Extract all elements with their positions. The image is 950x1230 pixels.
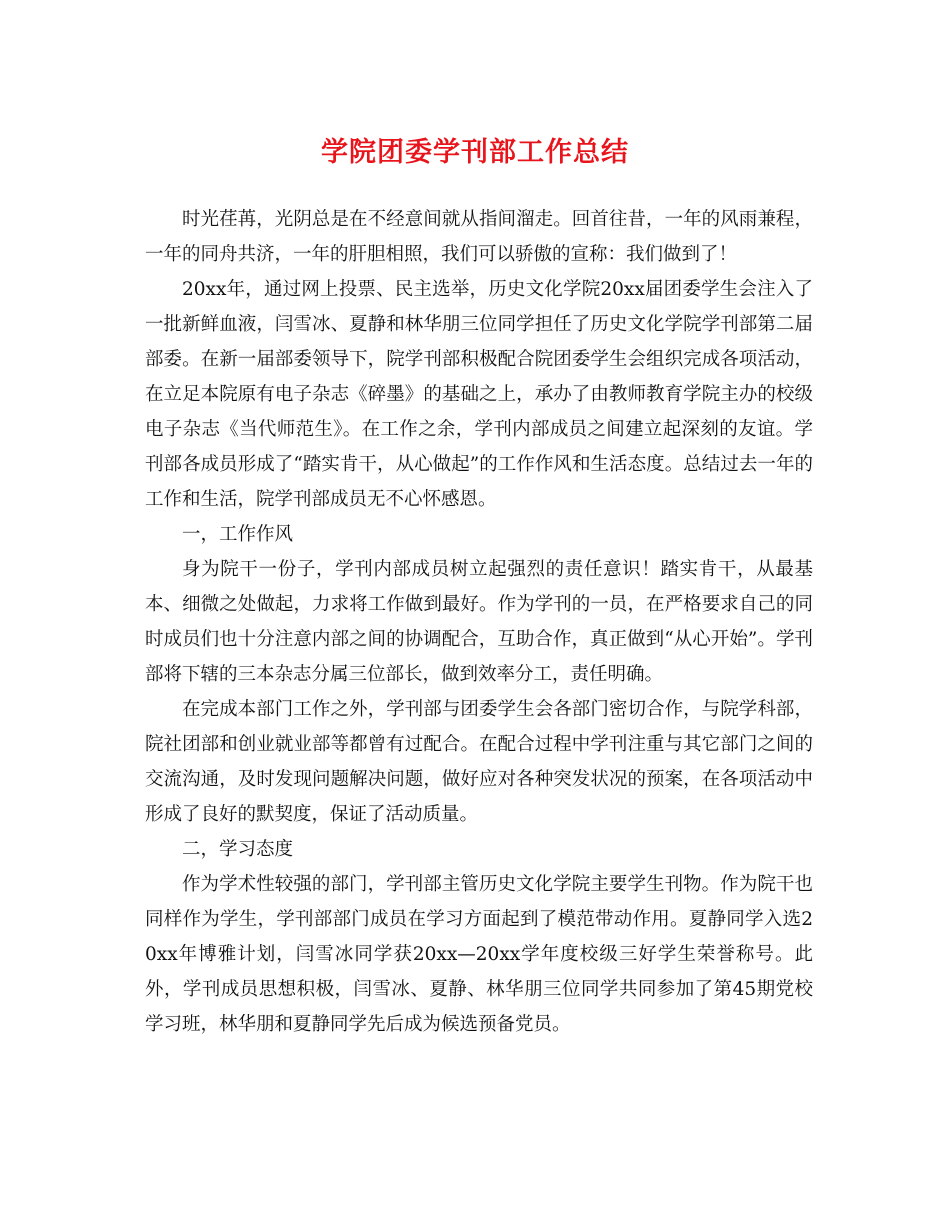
- paragraph-intro: 时光荏苒，光阴总是在不经意间就从指间溜走。回首往昔，一年的风雨兼程，一年的同舟共济，一年的肝胆相照，我们可以骄傲的宣称：我们做到了！: [145, 209, 813, 265]
- document-body: [145, 202, 813, 1042]
- section-heading-work-style: 一，工作作风: [182, 524, 294, 545]
- paragraph-study-attitude: 作为学术性较强的部门，学刊部主管历史文化学院主要学生刊物。作为院干也同样作为学生，学刊部部门成员在学习方面起到了模范带动作用。夏静同学入选20xx年博雅计划，闫雪冰同学获20xx—20xx学年度校级三好学生荣誉称号。此外，学刊成员思想积极，闫雪冰、夏静、林华朋三位同学共同参加了第45期党校学习班，林华朋和夏静同学先后成为候选预备党员。: [145, 874, 813, 1035]
- paragraph-work-style: 身为院干一份子，学刊内部成员树立起强烈的责任意识！踏实肯干，从最基本、细微之处做起，力求将工作做到最好。作为学刊的一员，在严格要求自己的同时成员们也十分注意内部之间的协调配合，互助合作，真正做到“从心开始”。学刊部将下辖的三本杂志分属三位部长，做到效率分工，责任明确。: [145, 559, 813, 685]
- document-title: 学院团委学刊部工作总结: [321, 137, 629, 168]
- section-heading-study-attitude: 二，学习态度: [182, 839, 294, 860]
- paragraph-cooperation: 在完成本部门工作之外，学刊部与团委学生会各部门密切合作，与院学科部，院社团部和创业就业部等都曾有过配合。在配合过程中学刊注重与其它部门之间的交流沟通，及时发现问题解决问题，做好应对各种突发状况的预案，在各项活动中形成了良好的默契度，保证了活动质量。: [145, 699, 813, 825]
- paragraph-background: 20xx年，通过网上投票、民主选举，历史文化学院20xx届团委学生会注入了一批新鲜血液，闫雪冰、夏静和林华朋三位同学担任了历史文化学院学刊部第二届部委。在新一届部委领导下，院学刊部积极配合院团委学生会组织完成各项活动，在立足本院原有电子杂志《碎墨》的基础之上，承办了由教师教育学院主办的校级电子杂志《当代师范生》。在工作之余，学刊内部成员之间建立起深刻的友谊。学刊部各成员形成了“踏实肯干，从心做起”的工作作风和生活态度。总结过去一年的工作和生活，院学刊部成员无不心怀感恩。: [145, 279, 813, 510]
